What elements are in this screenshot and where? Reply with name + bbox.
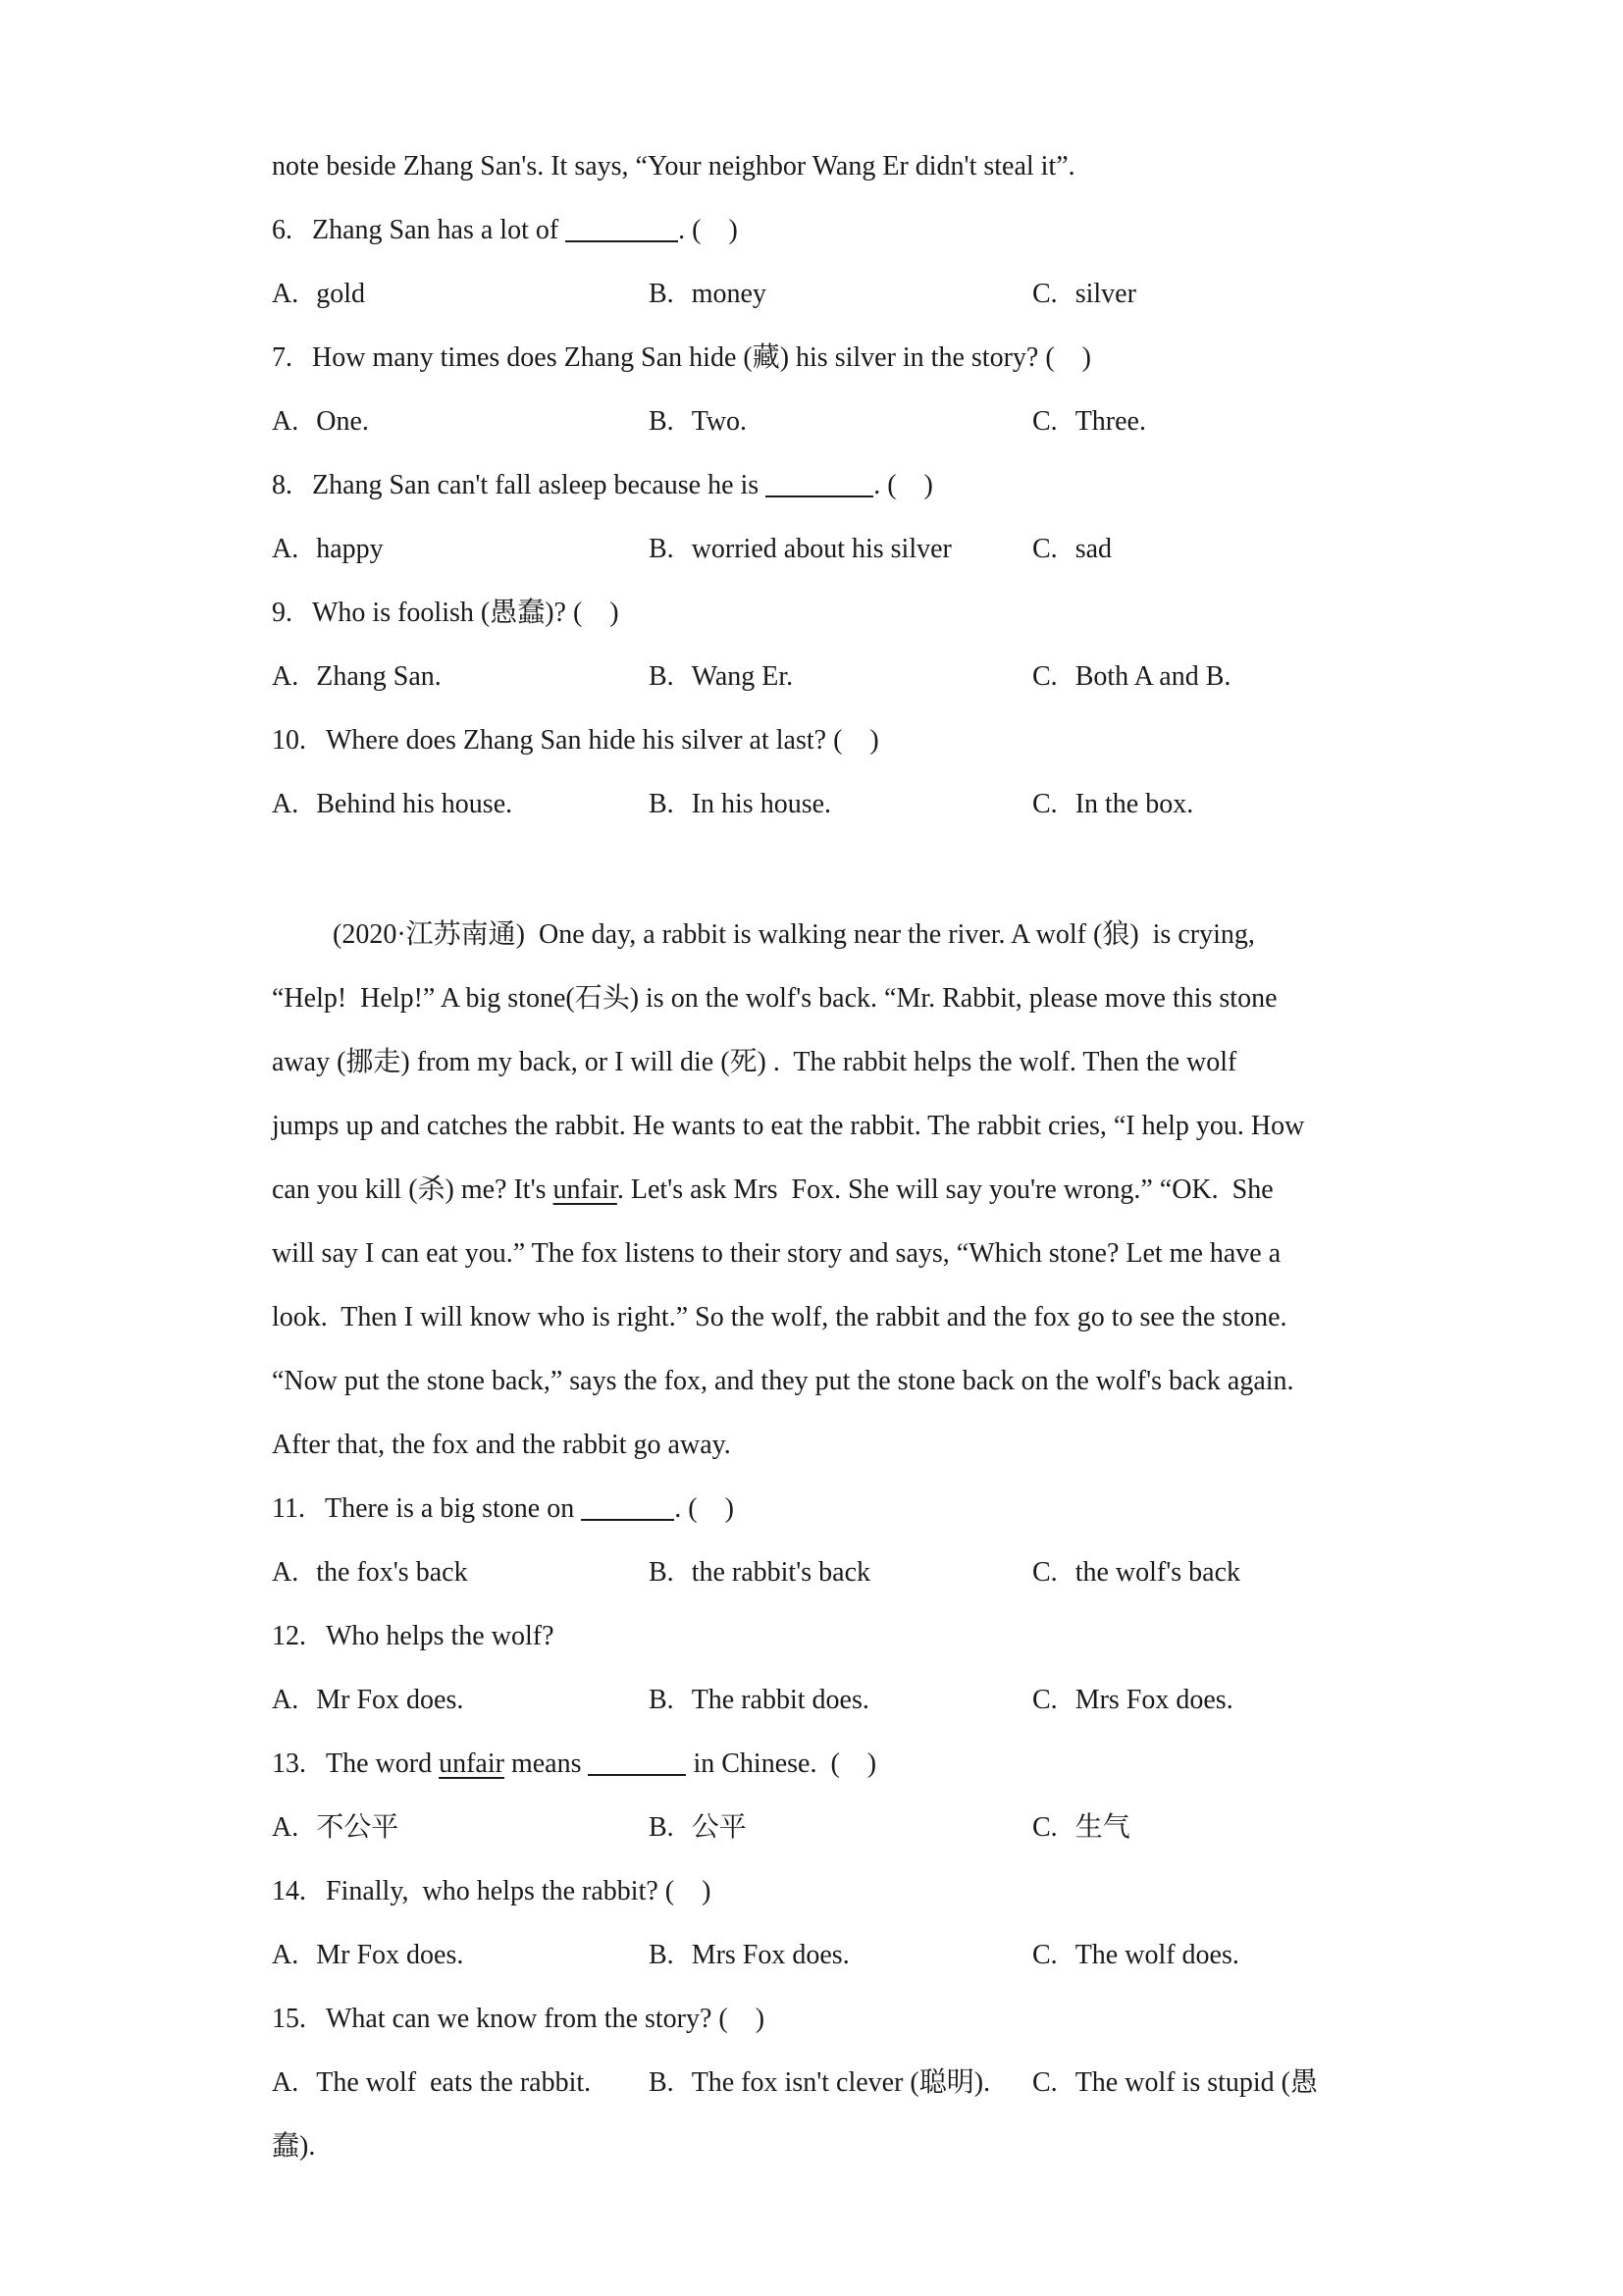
question-7 [272, 326, 1459, 390]
option-letter: B. [649, 661, 674, 692]
options-14-C [1032, 1923, 1459, 1987]
question-15-number: 15. [272, 2004, 306, 2034]
question-8 [272, 453, 1459, 517]
options-8-C [1032, 517, 1459, 581]
option-text: Mrs Fox does. [1074, 1685, 1233, 1715]
options-10-C [1032, 772, 1459, 836]
option-letter: B. [649, 406, 674, 437]
options-10-B [649, 772, 1032, 836]
option-letter: C. [1032, 1685, 1058, 1715]
text-run: . ( ) [674, 1493, 734, 1524]
options-15-B [649, 2051, 1032, 2114]
options-10-A [272, 772, 649, 836]
options-12-B [649, 1668, 1032, 1732]
option-text: Mr Fox does. [316, 1940, 464, 1970]
passage-line-6 [272, 1222, 1459, 1285]
answer-blank [581, 1519, 674, 1521]
text-run: Zhang San can't fall asleep because he is [312, 470, 766, 500]
option-text: In the box. [1074, 789, 1194, 819]
option-text: Mrs Fox does. [691, 1940, 850, 1970]
options-6-C [1032, 262, 1459, 326]
options-6-B [649, 262, 1032, 326]
options-15-A [272, 2051, 649, 2114]
option-letter: C. [1032, 1940, 1058, 1970]
option-letter: C. [1032, 406, 1058, 437]
text-run: (2020·江苏南通) One day, a rabbit is walking near the river. A wolf (狼) is crying, [333, 919, 1255, 950]
option-letter: B. [649, 1557, 674, 1588]
options-9-B [649, 645, 1032, 708]
passage-line-2 [272, 966, 1459, 1030]
text-run: Who is foolish (愚蠢)? ( ) [312, 598, 619, 628]
text-run: in Chinese. ( ) [686, 1748, 877, 1779]
question-7-number: 7. [272, 342, 292, 373]
question-12 [272, 1604, 1459, 1668]
options-13-B [649, 1796, 1032, 1859]
options-12 [272, 1668, 1459, 1732]
answer-blank [565, 240, 678, 242]
options-13-A [272, 1796, 649, 1859]
option-letter: A. [272, 1812, 299, 1843]
option-letter: C. [1032, 279, 1058, 309]
question-10 [272, 708, 1459, 772]
option-text: 公平 [691, 1812, 747, 1843]
text-run: look. Then I will know who is right.” So the wolf, the rabbit and the fox go to see the stone. [272, 1302, 1287, 1332]
options-6 [272, 262, 1459, 326]
question-12-number: 12. [272, 1621, 306, 1651]
question-11 [272, 1477, 1459, 1540]
question-6 [272, 198, 1459, 262]
option-letter: A. [272, 534, 299, 564]
option-text: Three. [1074, 406, 1146, 437]
text-run: What can we know from the story? ( ) [326, 2004, 765, 2034]
text-run: . ( ) [873, 470, 933, 500]
option-text: One. [316, 406, 369, 437]
text-run: Where does Zhang San hide his silver at last? ( ) [326, 725, 879, 756]
option-text: Two. [691, 406, 748, 437]
question-13 [272, 1732, 1459, 1796]
passage-line-3 [272, 1030, 1459, 1094]
text-run: can you kill (杀) me? It's [272, 1174, 553, 1205]
options-9-C [1032, 645, 1459, 708]
options-7 [272, 390, 1459, 453]
passage-line-4 [272, 1094, 1459, 1158]
option-letter: B. [649, 789, 674, 819]
option-letter: A. [272, 789, 299, 819]
option-letter: C. [1032, 789, 1058, 819]
options-7-A [272, 390, 649, 453]
option-letter: B. [649, 534, 674, 564]
question-15 [272, 1987, 1459, 2051]
options-13 [272, 1796, 1459, 1859]
answer-blank [765, 496, 873, 497]
question-14 [272, 1859, 1459, 1923]
text-run: “Now put the stone back,” says the fox, and they put the stone back on the wolf's back again. [272, 1366, 1294, 1396]
options-12-C [1032, 1668, 1459, 1732]
option-text: money [691, 279, 766, 309]
question-9 [272, 581, 1459, 645]
options-8-A [272, 517, 649, 581]
text-run: note beside Zhang San's. It says, “Your neighbor Wang Er didn't steal it”. [272, 151, 1075, 182]
question-14-number: 14. [272, 1876, 306, 1906]
option-letter: A. [272, 1557, 299, 1588]
text-run: means [503, 1748, 589, 1779]
option-text: The fox isn't clever (聪明). [691, 2067, 991, 2098]
option-letter: A. [272, 1685, 299, 1715]
options-9 [272, 645, 1459, 708]
option-text: The rabbit does. [691, 1685, 869, 1715]
underlined-word: unfair [439, 1748, 504, 1779]
option-text: 生气 [1074, 1812, 1130, 1843]
option-letter: A. [272, 406, 299, 437]
underlined-word: unfair [552, 1174, 617, 1205]
text-run: How many times does Zhang San hide (藏) his silver in the story? ( ) [312, 342, 1091, 373]
options-8 [272, 517, 1459, 581]
option-text: Mr Fox does. [316, 1685, 464, 1715]
options-6-A [272, 262, 649, 326]
option-text: In his house. [691, 789, 832, 819]
option-text: Behind his house. [316, 789, 513, 819]
passage-line-8 [272, 1349, 1459, 1413]
option-text: The wolf is stupid (愚 [1074, 2067, 1318, 2098]
text-run: Finally, who helps the rabbit? ( ) [326, 1876, 711, 1906]
option-letter: B. [649, 1685, 674, 1715]
text-run: There is a big stone on [324, 1493, 582, 1524]
options-14 [272, 1923, 1459, 1987]
text-run: will say I can eat you.” The fox listens to their story and says, “Which stone? Let me have a [272, 1238, 1282, 1269]
option-letter: B. [649, 279, 674, 309]
option-letter: A. [272, 2067, 299, 2098]
text-run: “Help! Help!” A big stone(石头) is on the wolf's back. “Mr. Rabbit, please move this stone [272, 983, 1278, 1014]
options-14-A [272, 1923, 649, 1987]
option-text: happy [316, 534, 384, 564]
option-text: 不公平 [316, 1812, 399, 1843]
passage-line-1 [272, 903, 1459, 966]
text-run: The word [326, 1748, 440, 1779]
answer-blank [588, 1774, 686, 1776]
options-11-B [649, 1540, 1032, 1604]
text-run: . ( ) [678, 215, 738, 245]
options-13-C [1032, 1796, 1459, 1859]
option-text: Wang Er. [691, 661, 794, 692]
options-7-B [649, 390, 1032, 453]
text-run: After that, the fox and the rabbit go away. [272, 1430, 731, 1460]
option-text: worried about his silver [691, 534, 952, 564]
option-letter: A. [272, 661, 299, 692]
option-text: The wolf eats the rabbit. [316, 2067, 592, 2098]
option-letter: A. [272, 279, 299, 309]
question-8-number: 8. [272, 470, 292, 500]
options-7-C [1032, 390, 1459, 453]
question-10-number: 10. [272, 725, 306, 756]
options-15-C [1032, 2051, 1459, 2114]
question-11-number: 11. [272, 1493, 305, 1524]
passage-line-9 [272, 1413, 1459, 1477]
option-text: sad [1074, 534, 1113, 564]
option-text: The wolf does. [1074, 1940, 1239, 1970]
section-gap [272, 836, 1459, 903]
option-letter: C. [1032, 2067, 1058, 2098]
option-letter: C. [1032, 1812, 1058, 1843]
option-text: Both A and B. [1074, 661, 1231, 692]
text-run: 蠢). [272, 2131, 316, 2162]
question-9-number: 9. [272, 598, 292, 628]
options-15 [272, 2051, 1459, 2114]
passage-line-5 [272, 1158, 1459, 1222]
options-9-A [272, 645, 649, 708]
question-6-number: 6. [272, 215, 292, 245]
option-letter: C. [1032, 1557, 1058, 1588]
text-run: jumps up and catches the rabbit. He wants to eat the rabbit. The rabbit cries, “I help you. How [272, 1111, 1305, 1141]
options-14-B [649, 1923, 1032, 1987]
text-run: Who helps the wolf? [326, 1621, 554, 1651]
text-run: away (挪走) from my back, or I will die (死) . The rabbit helps the wolf. Then the wolf [272, 1047, 1237, 1077]
option-text: gold [316, 279, 366, 309]
option-letter: C. [1032, 661, 1058, 692]
text-run: Zhang San has a lot of [312, 215, 566, 245]
option-c15-overflow-line [272, 2114, 1459, 2178]
options-10 [272, 772, 1459, 836]
option-text: the wolf's back [1074, 1557, 1241, 1588]
options-11 [272, 1540, 1459, 1604]
option-letter: C. [1032, 534, 1058, 564]
question-13-number: 13. [272, 1748, 306, 1779]
text-run: . Let's ask Mrs Fox. She will say you're wrong.” “OK. She [616, 1174, 1274, 1205]
option-text: the fox's back [316, 1557, 468, 1588]
options-11-A [272, 1540, 649, 1604]
option-text: silver [1074, 279, 1136, 309]
option-letter: B. [649, 2067, 674, 2098]
options-11-C [1032, 1540, 1459, 1604]
intro-line [272, 134, 1459, 198]
page-content [272, 134, 1459, 2178]
option-letter: B. [649, 1940, 674, 1970]
option-text: the rabbit's back [691, 1557, 871, 1588]
options-8-B [649, 517, 1032, 581]
option-text: Zhang San. [316, 661, 442, 692]
passage-line-7 [272, 1285, 1459, 1349]
option-letter: B. [649, 1812, 674, 1843]
options-12-A [272, 1668, 649, 1732]
option-letter: A. [272, 1940, 299, 1970]
